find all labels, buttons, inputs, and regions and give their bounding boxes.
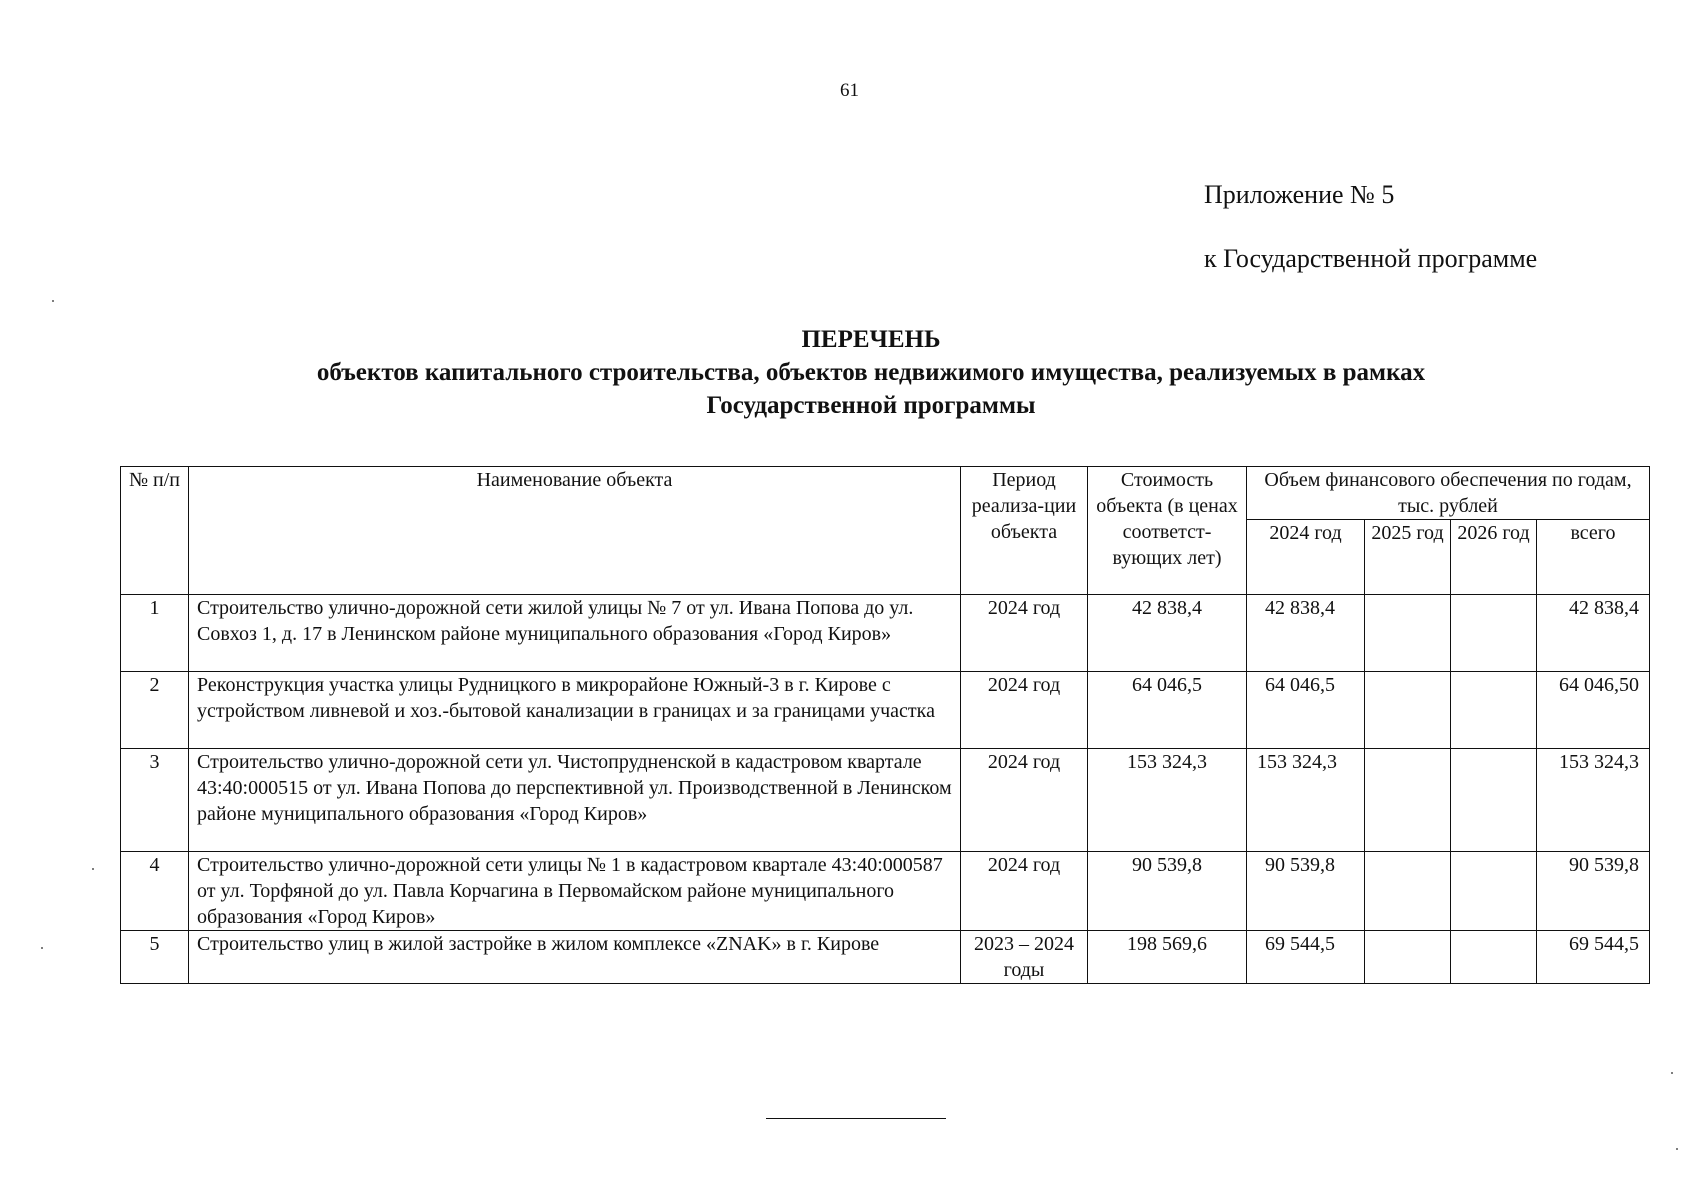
row-name: Строительство улично-дорожной сети ул. Чистопрудненской в кадастровом квартале 43:40:000515 от ул. Ивана Попова до перспективной ул. Производственной в Ленинском районе муниципального образования «Город Киров» [189,749,961,852]
row-period: 2024 год [961,672,1088,749]
row-year-2025 [1365,749,1451,852]
table-row [121,852,1650,931]
table-row [121,931,1650,984]
row-period: 2023 – 2024 годы [961,931,1088,984]
header-year-2025: 2025 год [1365,520,1451,595]
scan-speck [41,947,43,949]
header-year-2026: 2026 год [1451,520,1537,595]
row-cost: 153 324,3 [1088,749,1247,852]
row-name: Строительство улично-дорожной сети жилой улицы № 7 от ул. Ивана Попова до ул. Совхоз 1, д. 17 в Ленинском районе муниципального образования «Город Киров» [189,595,961,672]
header-period: Период реализа-ции объекта [961,467,1088,595]
row-year-2024: 153 324,3 [1247,749,1365,852]
appendix-reference: к Государственной программе [1204,244,1538,273]
row-name: Строительство улиц в жилой застройке в жилом комплексе «ZNAK» в г. Кирове [189,931,961,984]
row-cost: 90 539,8 [1088,852,1247,931]
row-num: 5 [121,931,189,984]
row-year-2024: 64 046,5 [1247,672,1365,749]
appendix-label: Приложение № 5 [1204,180,1395,209]
row-num: 3 [121,749,189,852]
row-total: 153 324,3 [1537,749,1650,852]
scan-speck [1676,1148,1678,1150]
table-header-row [121,467,1650,520]
row-year-2024: 42 838,4 [1247,595,1365,672]
title-subtitle-continued: Государственной программы [706,392,1036,419]
row-year-2026 [1451,931,1537,984]
row-year-2026 [1451,749,1537,852]
row-period: 2024 год [961,852,1088,931]
row-total: 64 046,50 [1537,672,1650,749]
scan-speck [52,300,54,302]
table-row [121,595,1650,672]
row-year-2025 [1365,672,1451,749]
objects-table [120,466,1650,984]
row-year-2026 [1451,672,1537,749]
table-row [121,749,1650,852]
scan-speck [1671,1072,1673,1074]
title-heading: ПЕРЕЧЕНЬ [801,326,941,353]
header-name: Наименование объекта [189,467,961,595]
row-total: 90 539,8 [1537,852,1650,931]
row-year-2025 [1365,852,1451,931]
row-year-2025 [1365,931,1451,984]
header-num: № п/п [121,467,189,595]
title-subtitle: объектов капитального строительства, объектов недвижимого имущества, реализуемых в рамках [316,359,1426,386]
row-cost: 198 569,6 [1088,931,1247,984]
header-funding: Объем финансового обеспечения по годам, тыс. рублей [1247,467,1650,520]
header-cost: Стоимость объекта (в ценах соответст-вующих лет) [1088,467,1247,595]
row-total: 42 838,4 [1537,595,1650,672]
row-year-2025 [1365,595,1451,672]
row-year-2024: 69 544,5 [1247,931,1365,984]
row-num: 4 [121,852,189,931]
row-num: 2 [121,672,189,749]
header-year-2024: 2024 год [1247,520,1365,595]
row-period: 2024 год [961,749,1088,852]
row-num: 1 [121,595,189,672]
row-year-2024: 90 539,8 [1247,852,1365,931]
footer-divider [766,1118,946,1119]
scan-speck [92,868,94,870]
row-cost: 64 046,5 [1088,672,1247,749]
header-total: всего [1537,520,1650,595]
row-year-2026 [1451,595,1537,672]
row-year-2026 [1451,852,1537,931]
row-period: 2024 год [961,595,1088,672]
page-number: 61 [840,80,859,101]
document-title [0,323,1699,422]
table-row [121,672,1650,749]
row-name: Строительство улично-дорожной сети улицы № 1 в кадастровом квартале 43:40:000587 от ул. Торфяной до ул. Павла Корчагина в Первомайском районе муниципального образования «Город Киров» [189,852,961,931]
row-name: Реконструкция участка улицы Рудницкого в микрорайоне Южный-3 в г. Кирове с устройством ливневой и хоз.-бытовой канализации в границах и за границами участка [189,672,961,749]
row-total: 69 544,5 [1537,931,1650,984]
row-cost: 42 838,4 [1088,595,1247,672]
